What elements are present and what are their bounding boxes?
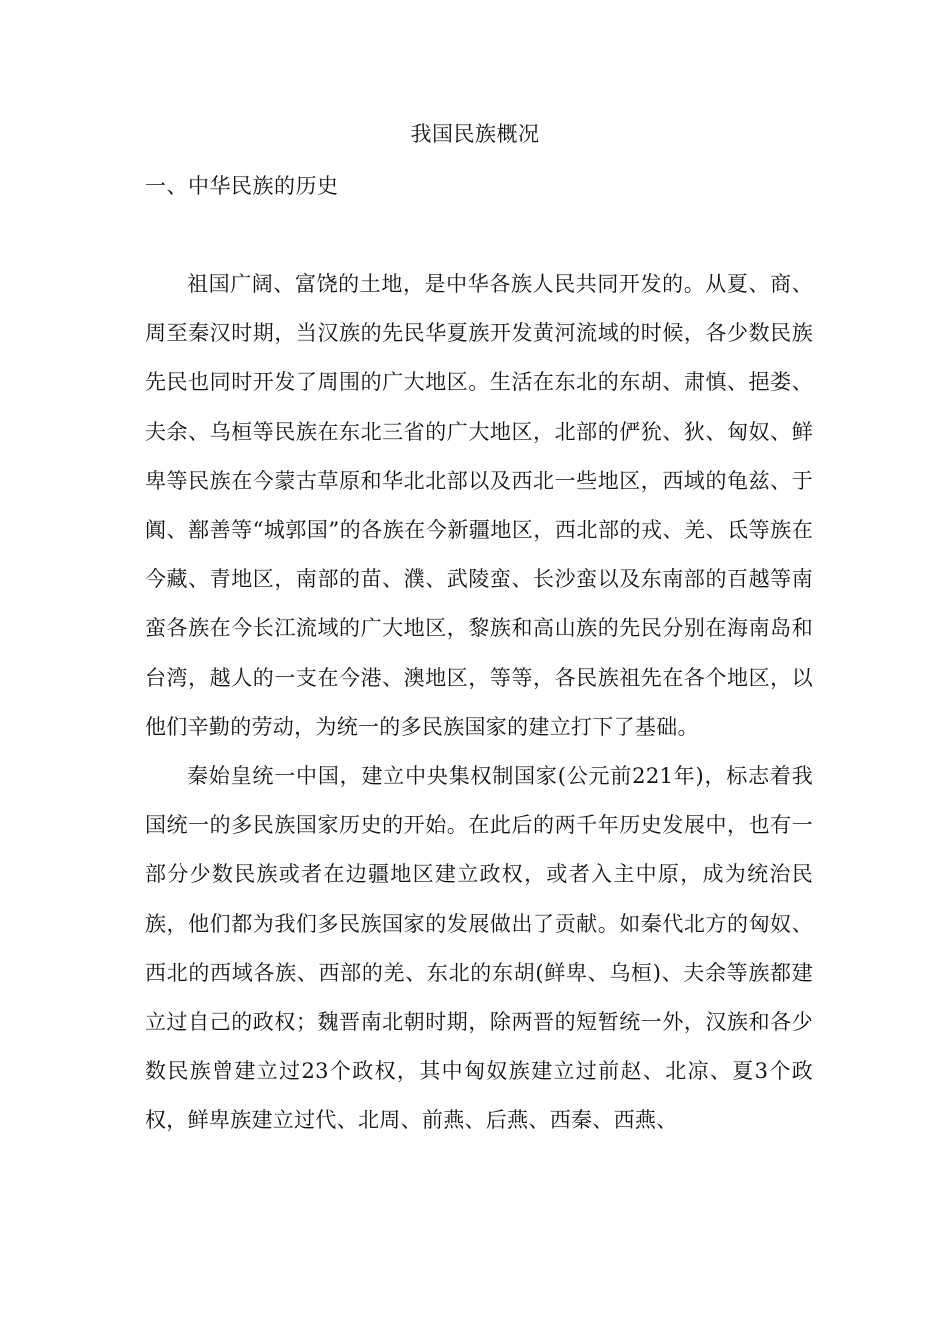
- paragraph: 秦始皇统一中国，建立中央集权制国家(公元前221年)，标志着我国统一的多民族国家历史的开始。在此后的两千年历史发展中，也有一部分少数民族或者在边疆地区建立政权，或者入主中原，成为统治民族，他们都为我们多民族国家的发展做出了贡献。如秦代北方的匈奴、西北的西域各族、西部的羌、东北的东胡(鲜卑、乌桓)、夫余等族都建立过自己的政权；魏晋南北朝时期，除两晋的短暂统一外，汉族和各少数民族曾建立过23个政权，其中匈奴族建立过前赵、北凉、夏3个政权，鲜卑族建立过代、北周、前燕、后燕、西秦、西燕、: [145, 764, 813, 1133]
- body-text: [145, 260, 813, 1146]
- paragraph: 祖国广阔、富饶的土地，是中华各族人民共同开发的。从夏、商、周至秦汉时期，当汉族的先民华夏族开发黄河流域的时候，各少数民族先民也同时开发了周围的广大地区。生活在东北的东胡、肃慎、挹娄、夫余、乌桓等民族在东北三省的广大地区，北部的俨狁、狄、匈奴、鲜卑等民族在今蒙古草原和华北北部以及西北一些地区，西域的龟兹、于阗、鄯善等“城郭国”的各族在今新疆地区，西北部的戎、羌、氐等族在今藏、青地区，南部的苗、濮、武陵蛮、长沙蛮以及东南部的百越等南蛮各族在今长江流域的广大地区，黎族和高山族的先民分别在海南岛和台湾，越人的一支在今港、澳地区，等等，各民族祖先在各个地区，以他们辛勤的劳动，为统一的多民族国家的建立打下了基础。: [145, 272, 813, 739]
- section-heading: 一、中华民族的历史: [145, 174, 339, 198]
- document-title: 我国民族概况: [410, 122, 540, 146]
